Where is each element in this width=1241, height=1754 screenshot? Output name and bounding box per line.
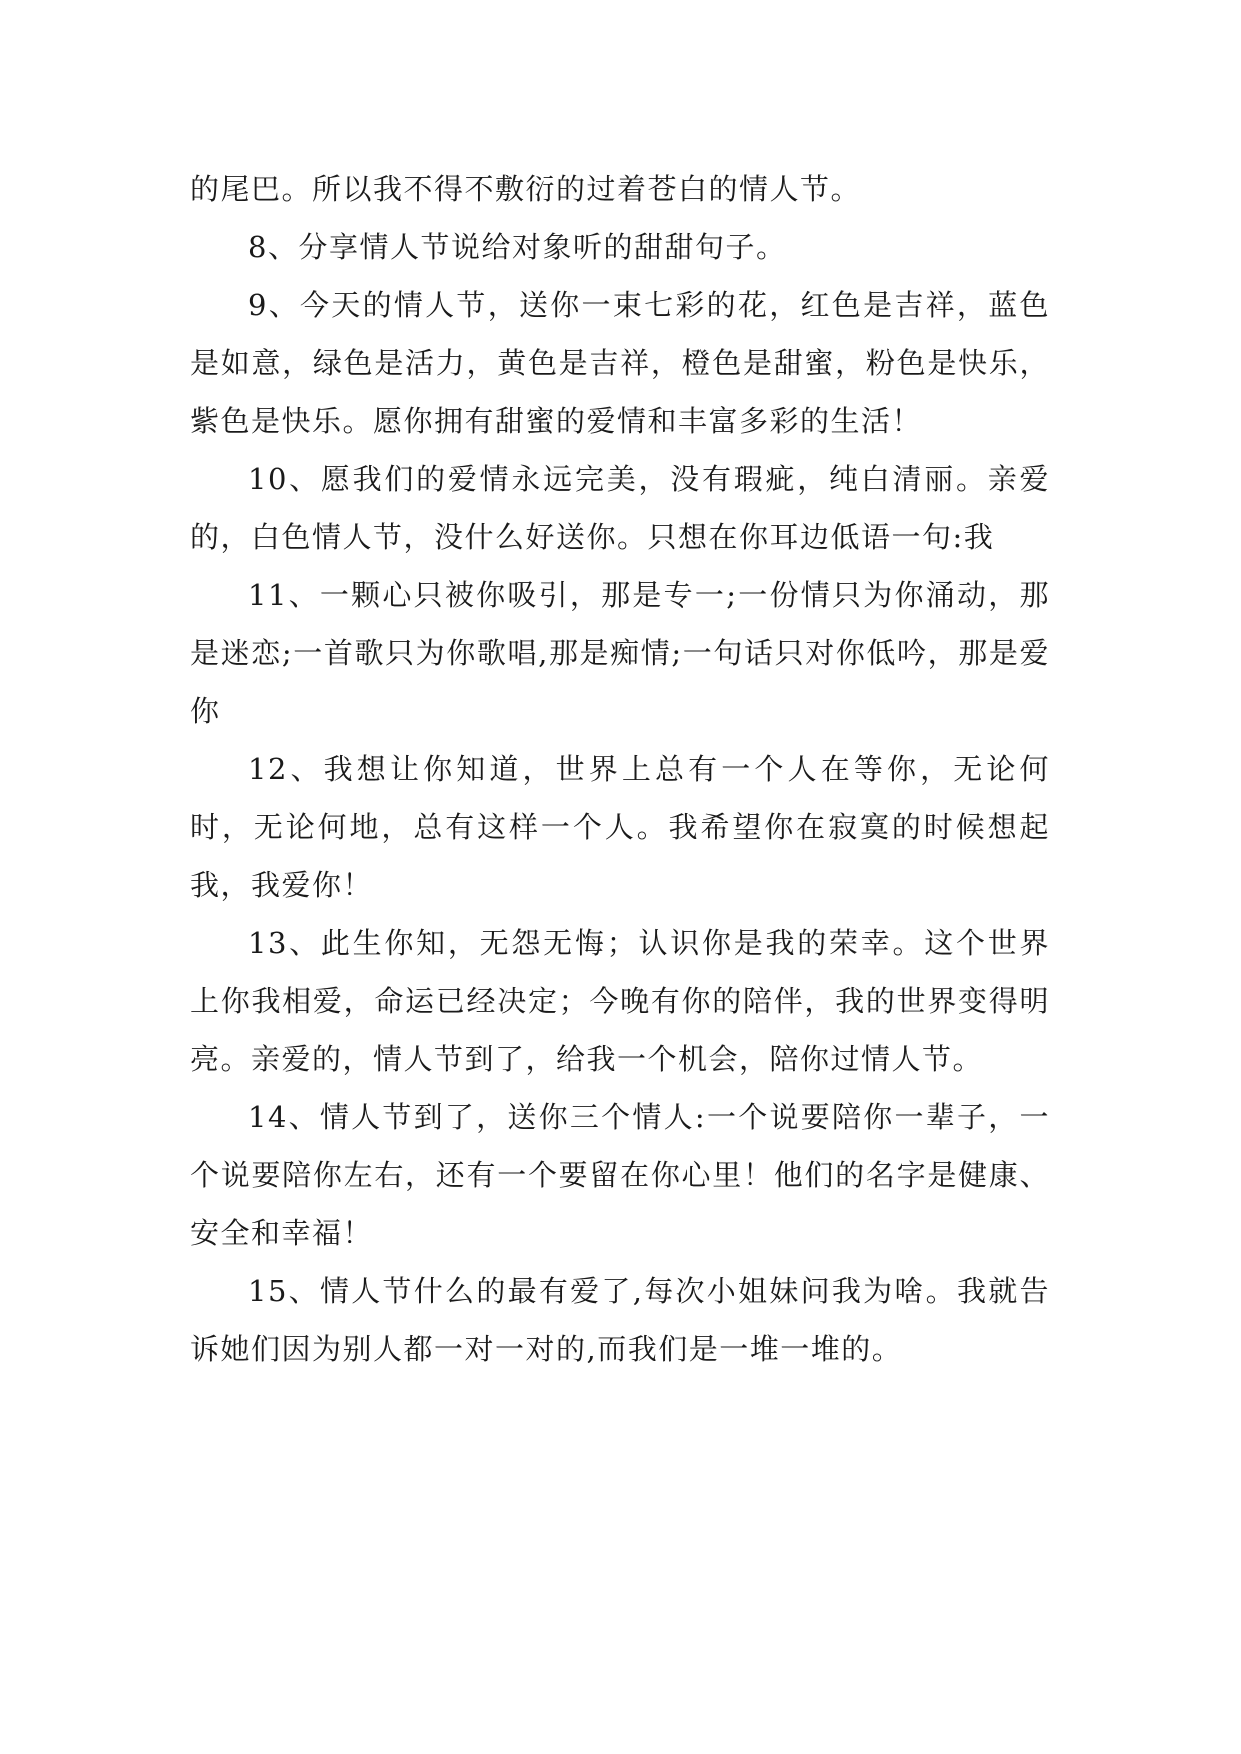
- paragraph-item-13: 13、此生你知，无怨无悔；认识你是我的荣幸。这个世界上你我相爱，命运已经决定；今晚有你的陪伴，我的世界变得明亮。亲爱的，情人节到了，给我一个机会，陪你过情人节。: [190, 926, 1050, 1076]
- paragraph-item-10: 10、愿我们的爱情永远完美，没有瑕疵，纯白清丽。亲爱的，白色情人节，没什么好送你。只想在你耳边低语一句:我: [190, 462, 1050, 554]
- paragraph-continuation: 的尾巴。所以我不得不敷衍的过着苍白的情人节。: [190, 172, 862, 206]
- document-body: [190, 160, 1050, 1378]
- paragraph-item-15: 15、情人节什么的最有爱了,每次小姐妹问我为啥。我就告诉她们因为别人都一对一对的,而我们是一堆一堆的。: [190, 1274, 1050, 1366]
- paragraph-item-14: 14、情人节到了，送你三个情人:一个说要陪你一辈子，一个说要陪你左右，还有一个要留在你心里！他们的名字是健康、安全和幸福！: [190, 1100, 1050, 1250]
- paragraph-item-9: 9、今天的情人节，送你一束七彩的花，红色是吉祥，蓝色是如意，绿色是活力，黄色是吉祥，橙色是甜蜜，粉色是快乐，紫色是快乐。愿你拥有甜蜜的爱情和丰富多彩的生活！: [190, 288, 1050, 438]
- paragraph-item-11: 11、一颗心只被你吸引，那是专一;一份情只为你涌动，那是迷恋;一首歌只为你歌唱,那是痴情;一句话只对你低吟，那是爱你: [190, 578, 1050, 728]
- paragraph-item-12: 12、我想让你知道，世界上总有一个人在等你，无论何时，无论何地，总有这样一个人。我希望你在寂寞的时候想起我，我爱你！: [190, 752, 1050, 902]
- paragraph-item-8: 8、分享情人节说给对象听的甜甜句子。: [248, 230, 787, 264]
